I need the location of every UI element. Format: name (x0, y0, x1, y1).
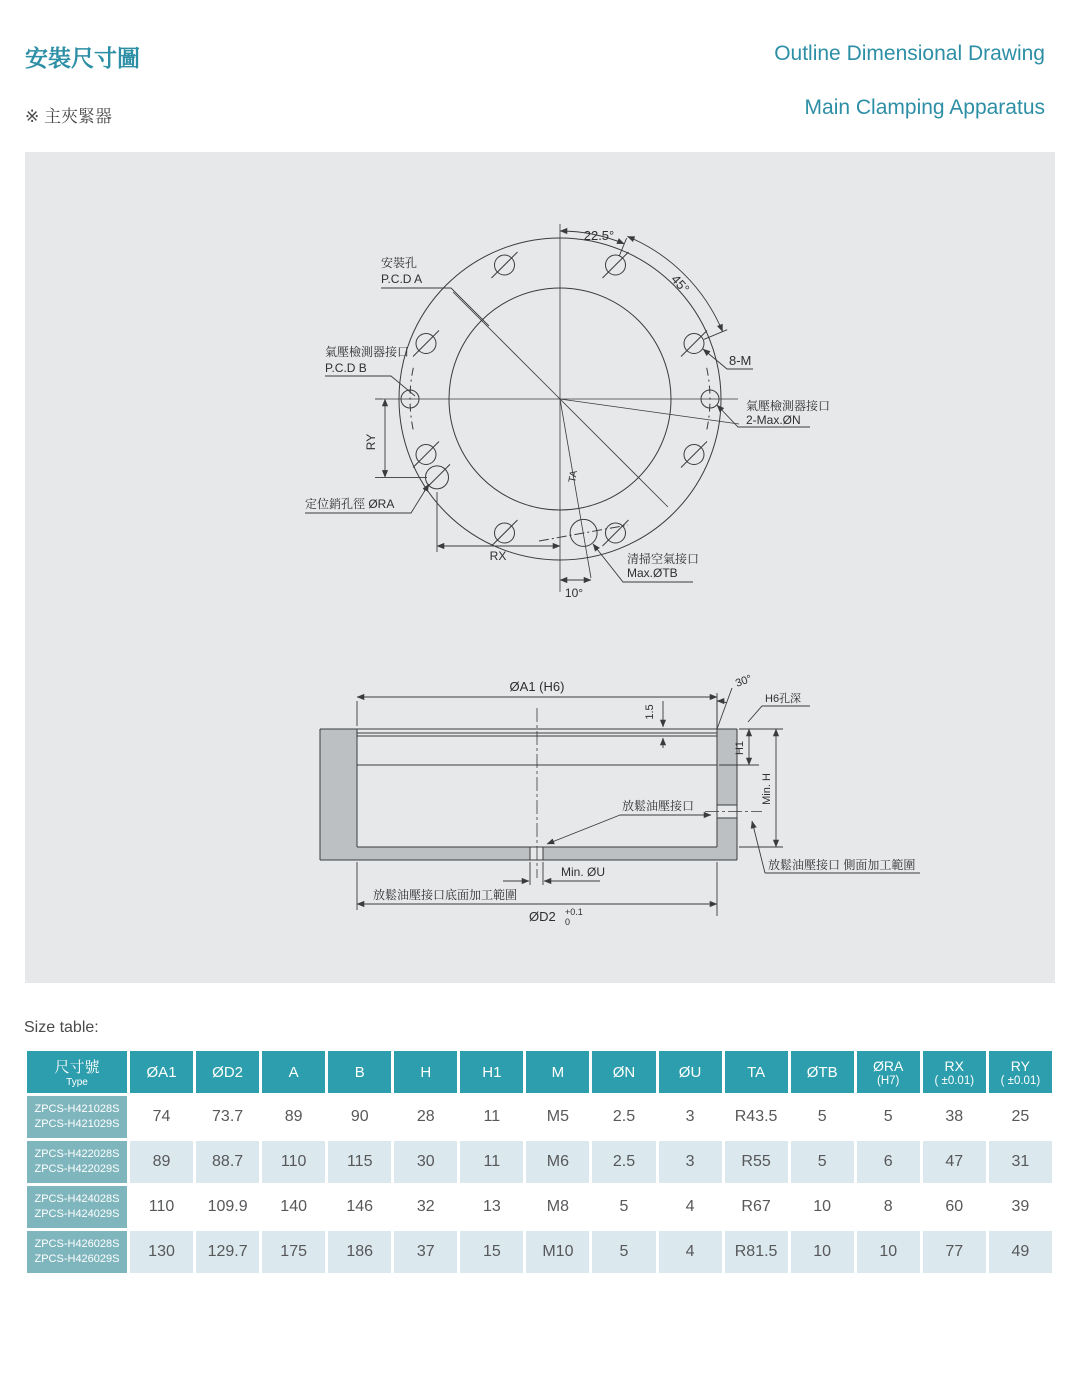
page-subtitle-zh: ※ 主夾緊器 (25, 107, 112, 126)
value-cell: 11 (460, 1141, 523, 1183)
value-cell: 5 (592, 1186, 655, 1228)
value-cell: 2.5 (592, 1141, 655, 1183)
header-cell: ØN (592, 1051, 655, 1093)
type-cell: ZPCS-H421028S ZPCS-H421029S (27, 1096, 127, 1138)
h6-depth-callout (748, 706, 810, 722)
air-sensor-n-label-line1: 氣壓檢測器接口 (746, 399, 831, 413)
value-cell: 3 (659, 1096, 722, 1138)
mount-hole-label-line1: 安裝孔 (381, 256, 418, 270)
header-cell-type (27, 1051, 127, 1093)
release-port-leaders (547, 815, 711, 844)
value-cell: 2.5 (592, 1096, 655, 1138)
value-cell: R43.5 (725, 1096, 788, 1138)
value-cell: 30 (394, 1141, 457, 1183)
value-cell: 28 (394, 1096, 457, 1138)
value-cell: 90 (328, 1096, 391, 1138)
value-cell: 4 (659, 1186, 722, 1228)
purge-label-line2: Max.ØTB (627, 566, 678, 580)
value-cell: 5 (592, 1231, 655, 1273)
shallow-construction-line (560, 399, 739, 424)
value-cell: 37 (394, 1231, 457, 1273)
value-cell: 49 (989, 1231, 1052, 1273)
value-cell: 10 (857, 1231, 920, 1273)
header-cell: M (526, 1051, 589, 1093)
value-cell: 77 (923, 1231, 986, 1273)
ry-dimension (375, 399, 427, 477)
value-cell: 31 (989, 1141, 1052, 1183)
page-subtitle-en: Main Clamping Apparatus (804, 96, 1045, 119)
value-cell: 5 (857, 1096, 920, 1138)
value-cell: 115 (328, 1141, 391, 1183)
section-outline (320, 729, 737, 860)
value-cell: 140 (262, 1186, 325, 1228)
pin-hole-label: 定位銷孔徑 ØRA (305, 497, 395, 511)
value-cell: 25 (989, 1096, 1052, 1138)
section-walls (320, 729, 737, 860)
type-header-en: Type (66, 1077, 88, 1088)
value-cell: 73.7 (196, 1096, 259, 1138)
value-cell: 175 (262, 1231, 325, 1273)
value-cell: 5 (791, 1141, 854, 1183)
drawing-panel (25, 152, 1055, 983)
value-cell: 38 (923, 1096, 986, 1138)
value-cell: 129.7 (196, 1231, 259, 1273)
value-cell: 89 (262, 1096, 325, 1138)
top-view (305, 224, 830, 600)
air-sensor-b-label-line2: P.C.D B (325, 361, 367, 375)
value-cell: 10 (791, 1186, 854, 1228)
header-cell: A (262, 1051, 325, 1093)
ta-label: TA (567, 469, 581, 484)
value-cell: 10 (791, 1231, 854, 1273)
value-cell: 3 (659, 1141, 722, 1183)
size-table-grid (24, 1048, 1055, 1276)
dimensional-drawing-svg (25, 152, 1055, 983)
value-cell: 130 (130, 1231, 193, 1273)
header-cell: RX ( ±0.01) (923, 1051, 986, 1093)
min-u-label: Min. ØU (561, 865, 606, 879)
table-row (27, 1096, 1052, 1138)
value-cell: M8 (526, 1186, 589, 1228)
type-header-zh: 尺寸號 (54, 1059, 100, 1076)
value-cell: 110 (130, 1186, 193, 1228)
value-cell: R55 (725, 1141, 788, 1183)
bolt-count-label: 8-M (729, 353, 752, 368)
value-cell: 11 (460, 1096, 523, 1138)
d2-tol-upper: +0.1 (565, 907, 583, 917)
header-cell: ØTB (791, 1051, 854, 1093)
header-cell: ØD2 (196, 1051, 259, 1093)
page-title-en: Outline Dimensional Drawing (774, 42, 1045, 65)
dia-d2-label: ØD2 (529, 909, 556, 924)
header-cell: ØRA (H7) (857, 1051, 920, 1093)
rx-label: RX (489, 549, 507, 563)
value-cell: 60 (923, 1186, 986, 1228)
value-cell: 186 (328, 1231, 391, 1273)
release-port-label: 放鬆油壓接口 (622, 799, 695, 813)
h6-depth-label: H6孔深 (765, 693, 802, 705)
value-cell: 146 (328, 1186, 391, 1228)
angle-dimensions (560, 231, 727, 580)
value-cell: 4 (659, 1231, 722, 1273)
air-sensor-b-label-line1: 氣壓檢測器接口 (325, 345, 410, 359)
header-cell: ØU (659, 1051, 722, 1093)
value-cell: M10 (526, 1231, 589, 1273)
chamfer-callout (717, 688, 732, 729)
value-cell: 88.7 (196, 1141, 259, 1183)
header-cell: H (394, 1051, 457, 1093)
value-cell: 13 (460, 1186, 523, 1228)
header-cell: RY ( ±0.01) (989, 1051, 1052, 1093)
header-cell: ØA1 (130, 1051, 193, 1093)
header-cell: TA (725, 1051, 788, 1093)
ry-label: RY (364, 433, 378, 451)
lip-depth-label: 1.5 (644, 704, 656, 720)
dia-a1-label: ØA1 (H6) (509, 679, 565, 694)
size-table-label: Size table: (24, 1019, 99, 1036)
value-cell: 109.9 (196, 1186, 259, 1228)
chamfer-label: 30° (733, 672, 754, 690)
diagonal-45-line (453, 292, 668, 507)
value-cell: 6 (857, 1141, 920, 1183)
value-cell: 89 (130, 1141, 193, 1183)
angle-45-label: 45° (668, 271, 693, 297)
value-cell: 15 (460, 1231, 523, 1273)
d2-tol-lower: 0 (565, 917, 571, 927)
table-row (27, 1186, 1052, 1228)
angle-22-5-label: 22.5° (583, 228, 615, 243)
value-cell: 110 (262, 1141, 325, 1183)
value-cell: R81.5 (725, 1231, 788, 1273)
type-cell: ZPCS-H424028S ZPCS-H424029S (27, 1186, 127, 1228)
purge-label-line1: 清掃空氣接口 (627, 552, 700, 566)
air-sensor-n-label-line2: 2-Max.ØN (746, 413, 801, 427)
page-title-zh: 安裝尺寸圖 (25, 45, 140, 71)
value-cell: 47 (923, 1141, 986, 1183)
value-cell: M5 (526, 1096, 589, 1138)
header-cell: H1 (460, 1051, 523, 1093)
type-cell: ZPCS-H426028S ZPCS-H426029S (27, 1231, 127, 1273)
side-range-label: 放鬆油壓接口 側面加工範圍 (768, 858, 916, 872)
h1-label: H1 (734, 740, 746, 756)
size-table (24, 1048, 1055, 1276)
value-cell: 5 (791, 1096, 854, 1138)
value-cell: 39 (989, 1186, 1052, 1228)
table-row (27, 1231, 1052, 1273)
value-cell: 74 (130, 1096, 193, 1138)
mount-hole-label-line2: P.C.D A (381, 272, 423, 286)
value-cell: 8 (857, 1186, 920, 1228)
header-cell: B (328, 1051, 391, 1093)
value-cell: M6 (526, 1141, 589, 1183)
section-view (320, 673, 920, 927)
type-cell: ZPCS-H422028S ZPCS-H422029S (27, 1141, 127, 1183)
value-cell: R67 (725, 1186, 788, 1228)
min-h-label: Min. H (761, 773, 773, 805)
angle-10-label: 10° (564, 586, 584, 600)
table-header-row (27, 1051, 1052, 1093)
value-cell: 32 (394, 1186, 457, 1228)
bottom-range-label: 放鬆油壓接口底面加工範圍 (373, 888, 518, 902)
table-row (27, 1141, 1052, 1183)
